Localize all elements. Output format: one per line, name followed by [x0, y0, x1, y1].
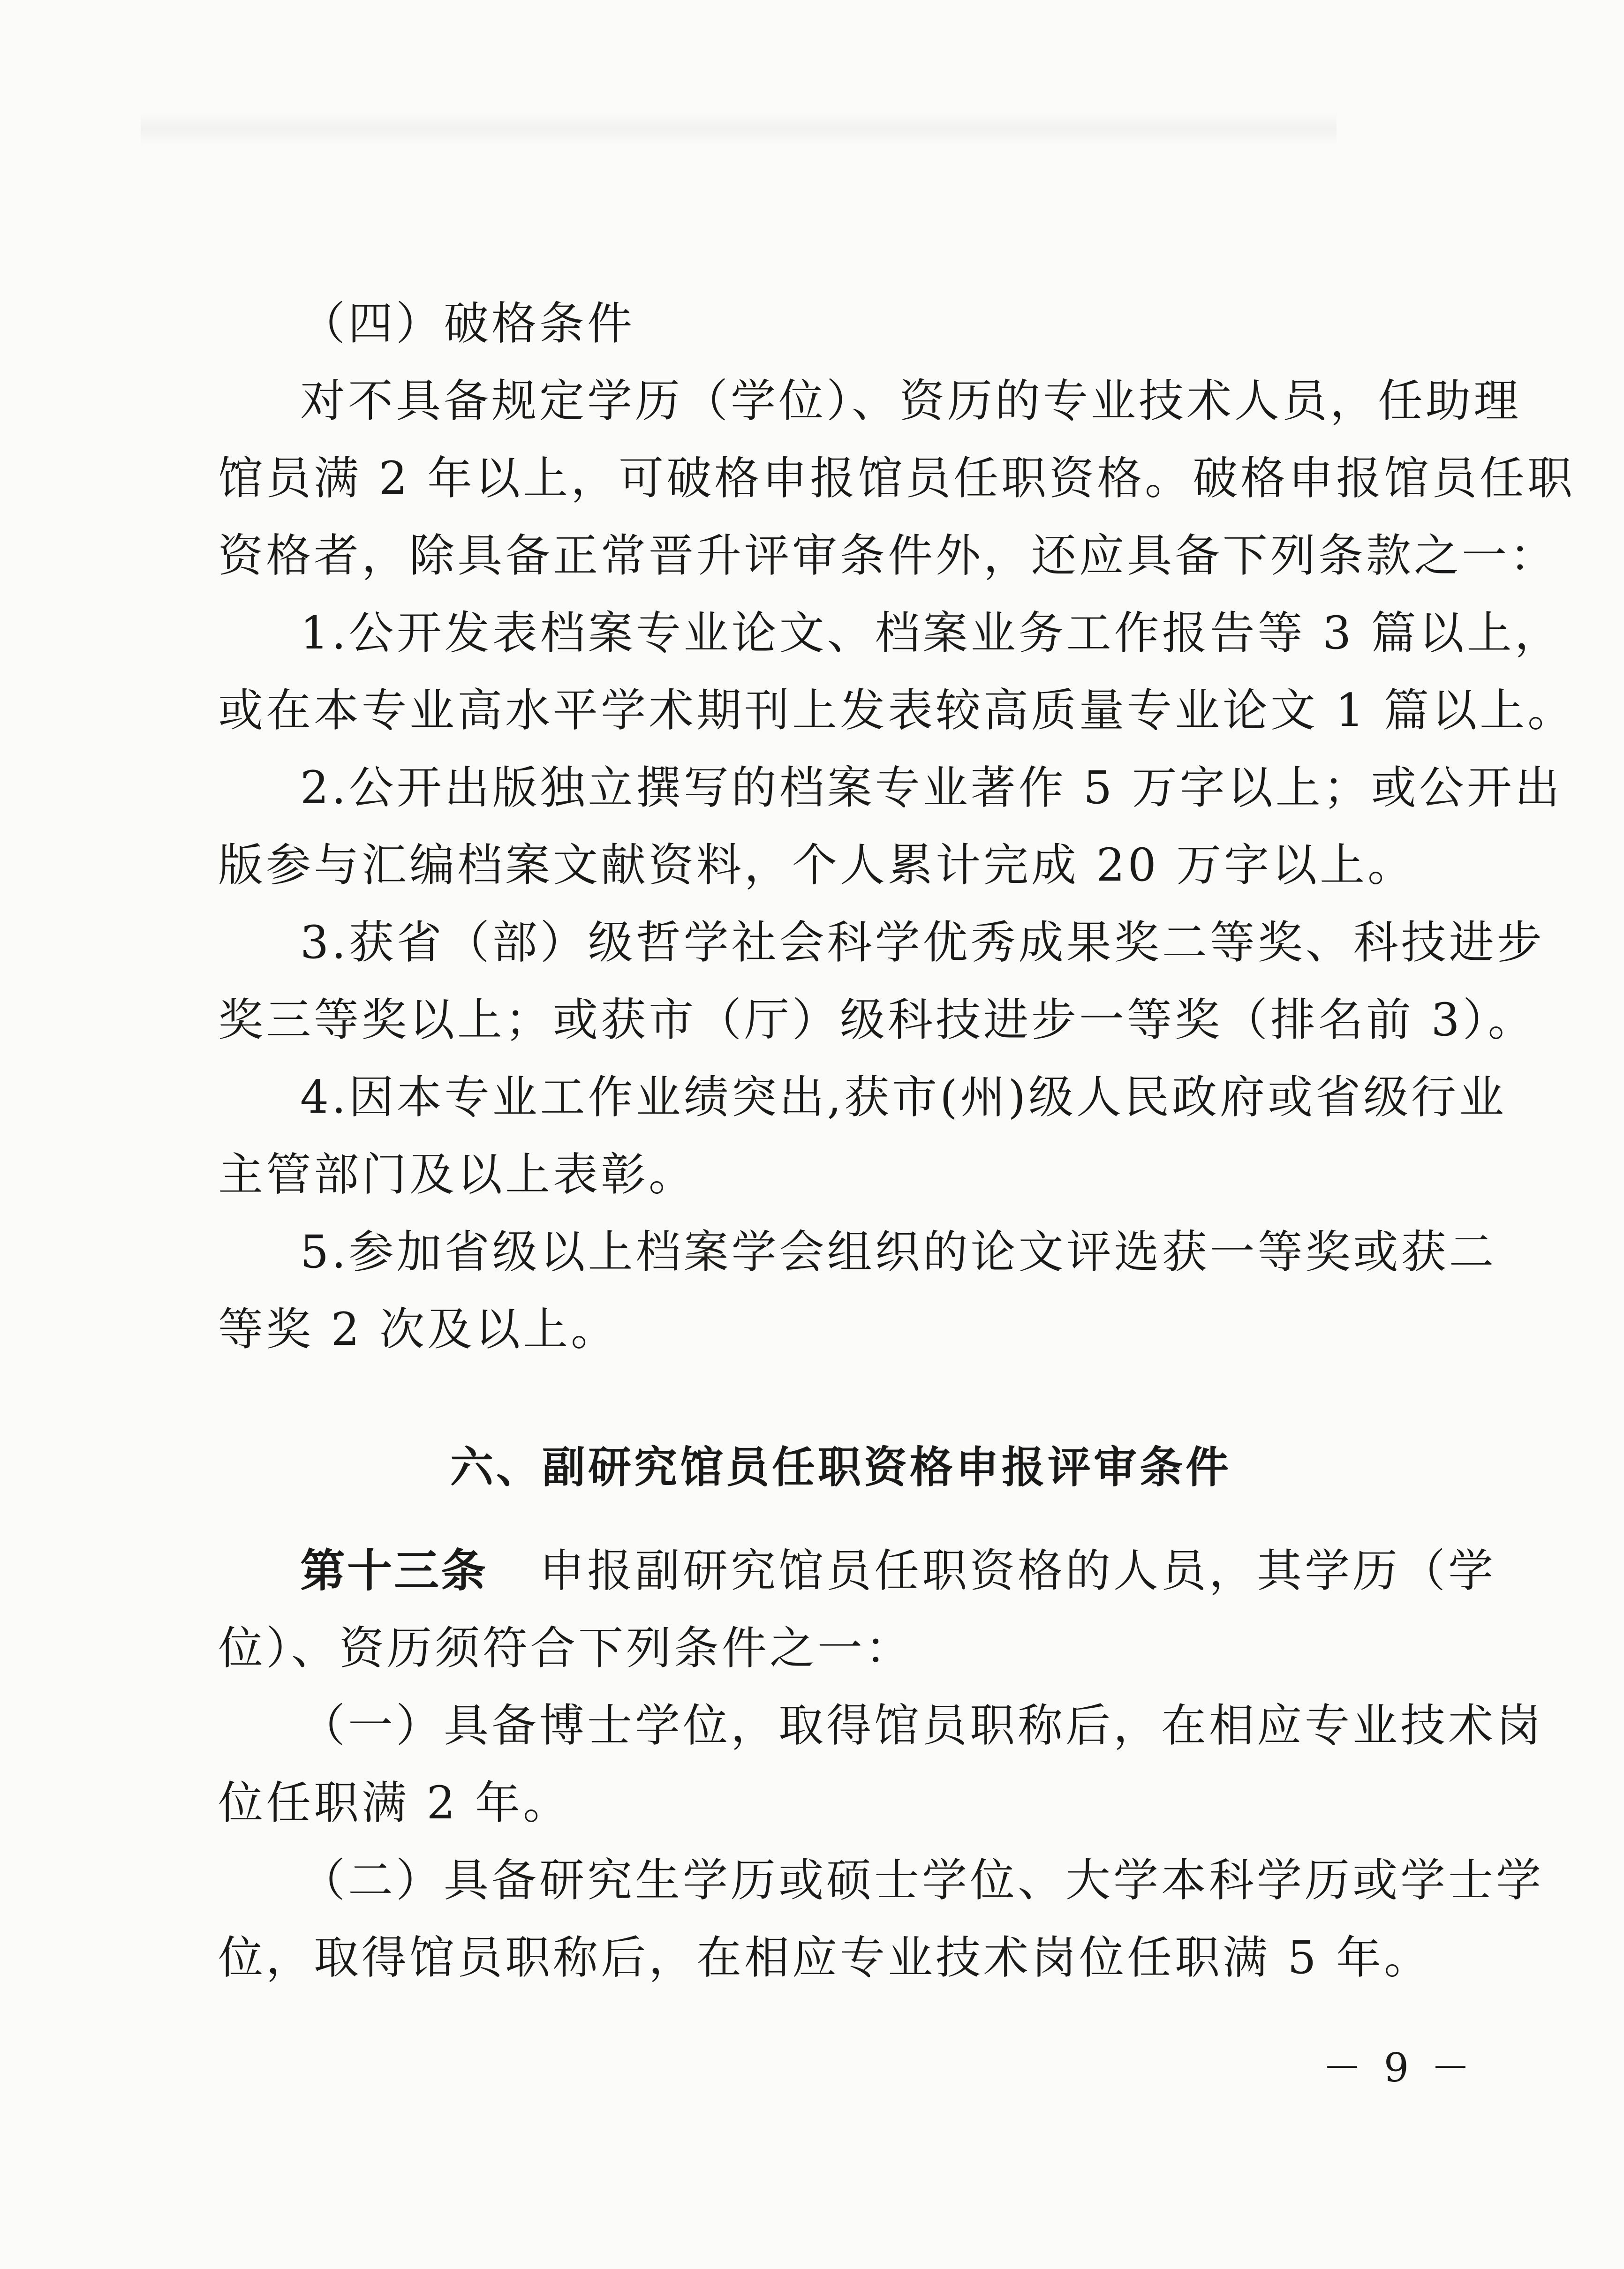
article-line: [300, 1543, 1496, 1599]
list-item-line: 4.因本专业工作业绩突出,获市(州)级人民政府或省级行业: [300, 1071, 1507, 1123]
list-item-line: 2.公开出版独立撰写的档案专业著作 5 万字以上；或公开出: [300, 761, 1563, 814]
list-item-line: 3.获省（部）级哲学社会科学优秀成果奖二等奖、科技进步: [300, 916, 1545, 969]
clause-line: 位任职满 2 年。: [218, 1777, 571, 1829]
scan-bleed-through: [141, 113, 1337, 145]
paragraph-line: 资格者，除具备正常晋升评审条件外，还应具备下列条款之一：: [218, 529, 1557, 582]
paragraph-line: 位）、资历须符合下列条件之一：: [218, 1622, 913, 1674]
subsection-heading: （四）破格条件: [300, 297, 635, 350]
list-item-line: 主管部门及以上表彰。: [218, 1148, 696, 1201]
paragraph-line: 馆员满 2 年以上，可破格申报馆员任职资格。破格申报馆员任职: [218, 452, 1576, 505]
list-item-line: 或在本专业高水平学术期刊上发表较高质量专业论文 1 篇以上。: [218, 684, 1576, 737]
article-text: 申报副研究馆员任职资格的人员，其学历（学: [539, 1545, 1496, 1597]
list-item-line: 版参与汇编档案文献资料，个人累计完成 20 万字以上。: [218, 839, 1416, 891]
clause-line: （一）具备博士学位，取得馆员职称后，在相应专业技术岗: [300, 1699, 1544, 1752]
article-label: 第十三条: [300, 1545, 488, 1597]
list-item-line: 5.参加省级以上档案学会组织的论文评选获一等奖或获二: [300, 1226, 1497, 1278]
clause-line: （二）具备研究生学历或硕士学位、大学本科学历或学士学: [300, 1854, 1544, 1907]
list-item-line: 奖三等奖以上；或获市（厅）级科技进步一等奖（排名前 3）。: [218, 994, 1536, 1046]
list-item-line: 1.公开发表档案专业论文、档案业务工作报告等 3 篇以上，: [300, 607, 1563, 659]
section-title: 六、副研究馆员任职资格申报评审条件: [450, 1442, 1232, 1493]
paragraph-line: 对不具备规定学历（学位）、资历的专业技术人员，任助理: [300, 375, 1521, 427]
page-number: － 9 －: [1322, 2045, 1475, 2091]
clause-line: 位，取得馆员职称后，在相应专业技术岗位任职满 5 年。: [218, 1931, 1432, 1984]
list-item-line: 等奖 2 次及以上。: [218, 1303, 619, 1356]
